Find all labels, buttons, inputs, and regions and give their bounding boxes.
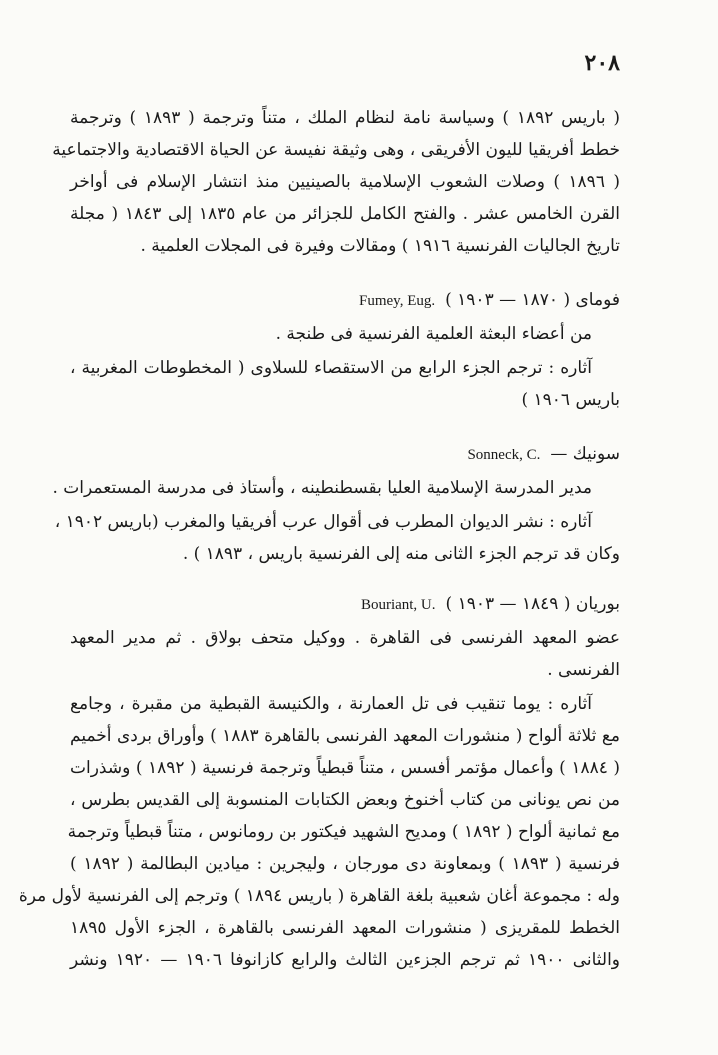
entry-works-line: وله : مجموعة أغان شعبية بلغة القاهرة ( باريس ١٨٩٤ ) وترجم إلى الفرنسية لأول مرة — [18, 886, 620, 906]
text-line: تاريخ الجاليات الفرنسية ١٩١٦ ) ومقالات وفيرة فى المجلات العلمية . — [140, 236, 620, 256]
text-line: ( باريس ١٨٩٢ ) وسياسة نامة لنظام الملك ، متناً وترجمة ( ١٨٩٣ ) وترجمة — [70, 108, 620, 128]
entry-works-line: من نص يونانى من كتاب أخنوخ وبعض الكتابات المنسوبة إلى القديس بطرس ، — [70, 790, 620, 810]
entry-works-line: مع ثمانية ألواح ( ١٨٩٢ ) ومديح الشهيد فيكتور بن رومانوس ، متناً قبطياً وترجمة — [67, 822, 620, 842]
entry-bio-line: عضو المعهد الفرنسى فى القاهرة . ووكيل متحف بولاق . ثم مدير المعهد — [70, 628, 620, 648]
text-line: القرن الخامس عشر . والفتح الكامل للجزائر من عام ١٨٣٥ إلى ١٨٤٣ ( مجلة — [70, 204, 620, 224]
entry-works-line: آثاره : يوما تنقيب فى تل العمارنة ، والكنيسة القبطية من مقبرة ، وجامع — [70, 694, 592, 714]
entry-works-line: الخطط للمقريزى ( منشورات المعهد الفرنسى بالقاهرة ، الجزء الأول ١٨٩٥ — [70, 918, 620, 938]
entry-name-latin: Fumey, Eug. — [359, 293, 436, 309]
entry-works-line: ( ١٨٨٤ ) وأعمال مؤتمر أفسس ، متناً قبطياً وترجمة فرنسية ( ١٨٩٢ ) وشذرات — [70, 758, 620, 778]
entry-works-line: باريس ١٩٠٦ ) — [521, 390, 620, 410]
entry-name-arabic: فومای ( ١٨٧٠ — ١٩٠٣ ) — [445, 290, 620, 310]
entry-heading-bouriant — [70, 592, 620, 616]
entry-heading-fumey — [70, 288, 620, 312]
entry-heading-sonneck — [70, 442, 620, 466]
entry-name-latin: Sonneck, C. — [467, 447, 541, 463]
text-line: ( ١٨٩٦ ) وصلات الشعوب الإسلامية بالصينيين منذ انتشار الإسلام فى أواخر — [70, 172, 620, 192]
entry-bio-line: مدير المدرسة الإسلامية العليا بقسطنطينه ، وأستاذ فى مدرسة المستعمرات . — [52, 478, 592, 498]
entry-bio-line: من أعضاء البعثة العلمية الفرنسية فى طنجة . — [275, 324, 592, 344]
entry-works-line: آثاره : ترجم الجزء الرابع من الاستقصاء للسلاوى ( المخطوطات المغربية ، — [70, 358, 592, 378]
entry-works-line: آثاره : نشر الديوان المطرب فى أقوال عرب أفريقيا والمغرب (باريس ١٩٠٢ ، — [54, 512, 592, 532]
entry-works-line: مع ثلاثة ألواح ( منشورات المعهد الفرنسى بالقاهرة ١٨٨٣ ) وأوراق بردى أخميم — [70, 726, 620, 746]
entry-name-arabic: سونيك — — [550, 444, 620, 464]
text-line: خطط أفريقيا لليون الأفريقى ، وهى وثيقة نفيسة عن الحياة الاقتصادية والاجتماعية — [52, 140, 620, 160]
book-page — [18, 40, 621, 1040]
entry-works-line: وكان قد ترجم الجزء الثانى منه إلى الفرنسية باريس ، ١٨٩٣ ) . — [182, 544, 620, 564]
entry-name-latin: Bouriant, U. — [360, 597, 436, 613]
entry-works-line: فرنسية ( ١٨٩٣ ) وبمعاونة دى مورجان ، وليجرين : ميادين البطالمة ( ١٨٩٢ ) — [70, 854, 620, 874]
entry-bio-line: الفرنسى . — [547, 660, 620, 680]
entry-name-arabic: بوريان ( ١٨٤٩ — ١٩٠٣ ) — [445, 594, 620, 614]
page-number: ٢٠٨ — [584, 50, 620, 76]
entry-works-line: والثانى ١٩٠٠ ثم ترجم الجزءين الثالث والرابع كازانوفا ١٩٠٦ — ١٩٢٠ ونشر — [70, 950, 621, 970]
